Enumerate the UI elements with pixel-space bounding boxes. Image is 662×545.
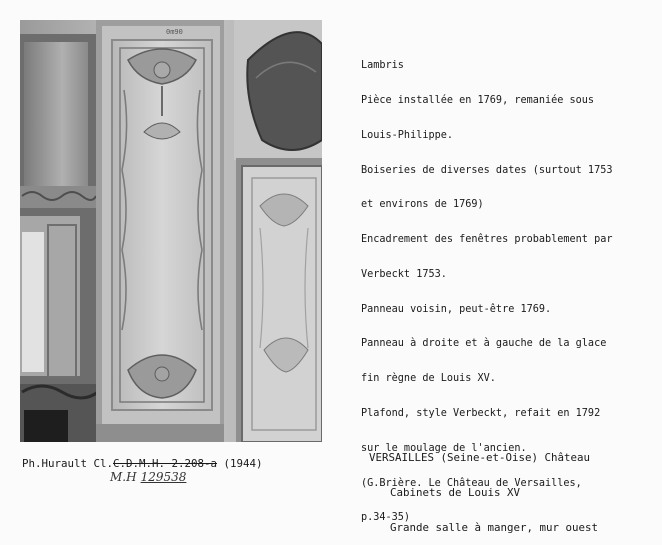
note-line: fin règne de Louis XV.	[361, 373, 496, 385]
caption-room-group: Cabinets de Louis XV	[390, 485, 521, 499]
note-line: sur le moulage de l'ancien.	[361, 442, 527, 454]
note-line: Verbeckt 1753.	[361, 268, 447, 280]
photo-credit	[22, 457, 263, 470]
note-line: Lambris	[361, 60, 404, 72]
boiserie-photo	[20, 20, 322, 442]
note-line: Panneau voisin, peut-être 1769.	[361, 303, 552, 315]
scale-mark: 0m90	[166, 28, 183, 36]
note-line: (G.Brière. Le Château de Versailles,	[361, 477, 582, 489]
photograph	[20, 20, 322, 442]
note-line: Panneau à droite et à gauche de la glace	[361, 338, 607, 350]
handwritten-number: 129538	[140, 470, 187, 484]
note-line: Louis-Philippe.	[361, 129, 454, 141]
handwritten-reference	[110, 470, 186, 484]
note-line: Boiseries de diverses dates (surtout 1753	[361, 164, 613, 176]
note-line: et environs de 1769)	[361, 199, 484, 211]
note-line: Plafond, style Verbeckt, refait en 1792	[361, 408, 601, 419]
credit-struck-ref: C.D.M.H. 2.208-a	[113, 457, 218, 470]
handwritten-code: M.H	[110, 470, 137, 484]
note-line: Pièce installée en 1769, remaniée sous	[361, 94, 595, 106]
caption-location: VERSAILLES (Seine-et-Oise) Château	[369, 451, 591, 465]
credit-prefix: Ph.Hurault Cl.	[22, 457, 114, 470]
credit-year: (1944)	[217, 457, 263, 470]
note-line: p.34-35)	[361, 512, 411, 524]
photo-caption	[369, 429, 598, 545]
caption-room: Grande salle à manger, mur ouest	[390, 520, 599, 534]
note-line: Encadrement des fenêtres probablement par	[361, 234, 613, 246]
